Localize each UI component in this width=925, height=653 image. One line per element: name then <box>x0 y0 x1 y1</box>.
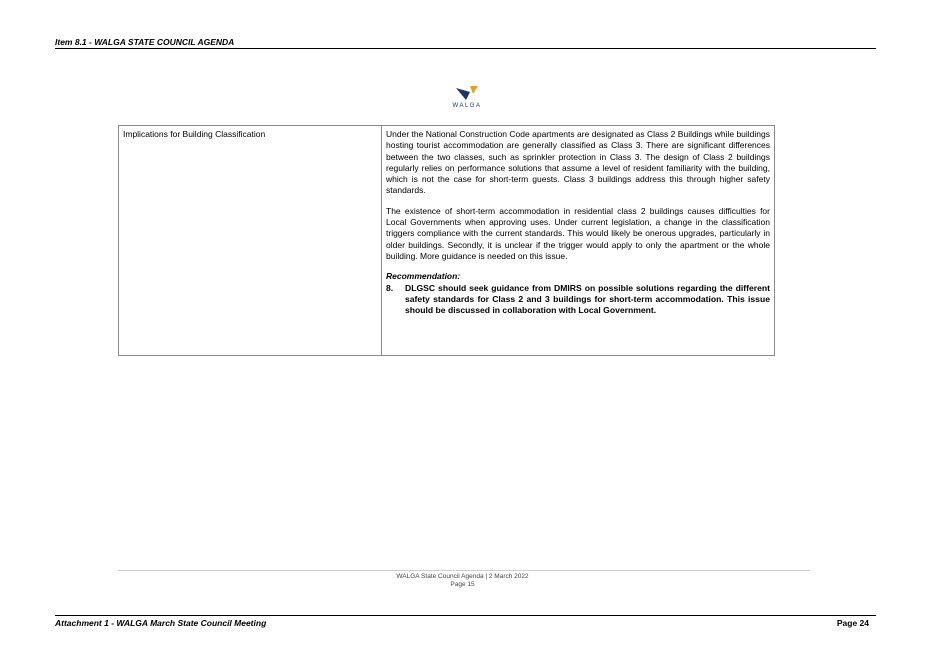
footer-page-line: Page 15 <box>450 581 475 588</box>
attachment-label: Attachment 1 - WALGA March State Council Meeting <box>55 618 267 628</box>
recommendation-text: DLGSC should seek guidance from DMIRS on possible solutions regarding the different safety standards for Class 2 and 3 buildings for short-term accommodation. This issue should be discussed in collaboration with Local Government. <box>405 282 770 316</box>
column-divider <box>381 126 382 355</box>
detail-cell <box>386 129 770 317</box>
paragraph-1: Under the National Construction Code apartments are designated as Class 2 Buildings while buildings hosting tourist accommodation are generally classified as Class 3. There are significant differences between the two classes, such as sprinkler protection in Class 3. The design of Class 2 buildings regularly relies on performance solutions that assume a level of resident familiarity with the building, which is not the case for short-term guests. Class 3 buildings address this through higher safety standards. <box>386 129 770 196</box>
header-title: WALGA STATE COUNCIL AGENDA <box>94 37 235 47</box>
footer-agenda-line: WALGA State Council Agenda | 2 March 2022 <box>396 573 529 580</box>
footer-divider <box>118 570 810 571</box>
recommendation-heading: Recommendation: <box>386 271 461 282</box>
header-divider <box>55 48 876 49</box>
topic-cell: Implications for Building Classification <box>123 129 266 139</box>
paragraph-2: The existence of short-term accommodation in residential class 2 buildings causes difficulties for Local Governments when approving uses. Under current legislation, a change in the classification triggers compliance with the current standards. This would likely be onerous upgrades, particularly in older buildings. Secondly, it is unclear if the trigger would apply to only the apartment or the whole building. More guidance is needed on this issue. <box>386 205 770 261</box>
logo-text: WALGA <box>452 103 482 109</box>
bottom-divider <box>55 615 876 616</box>
recommendation-item <box>386 283 770 317</box>
page-header <box>55 37 234 47</box>
content-table <box>118 125 775 356</box>
walga-logo-icon <box>455 85 479 101</box>
walga-logo <box>447 85 487 109</box>
recommendation-number: 8. <box>386 282 394 293</box>
header-prefix: Item 8.1 - <box>55 37 95 47</box>
page-number: Page 24 <box>836 618 869 628</box>
